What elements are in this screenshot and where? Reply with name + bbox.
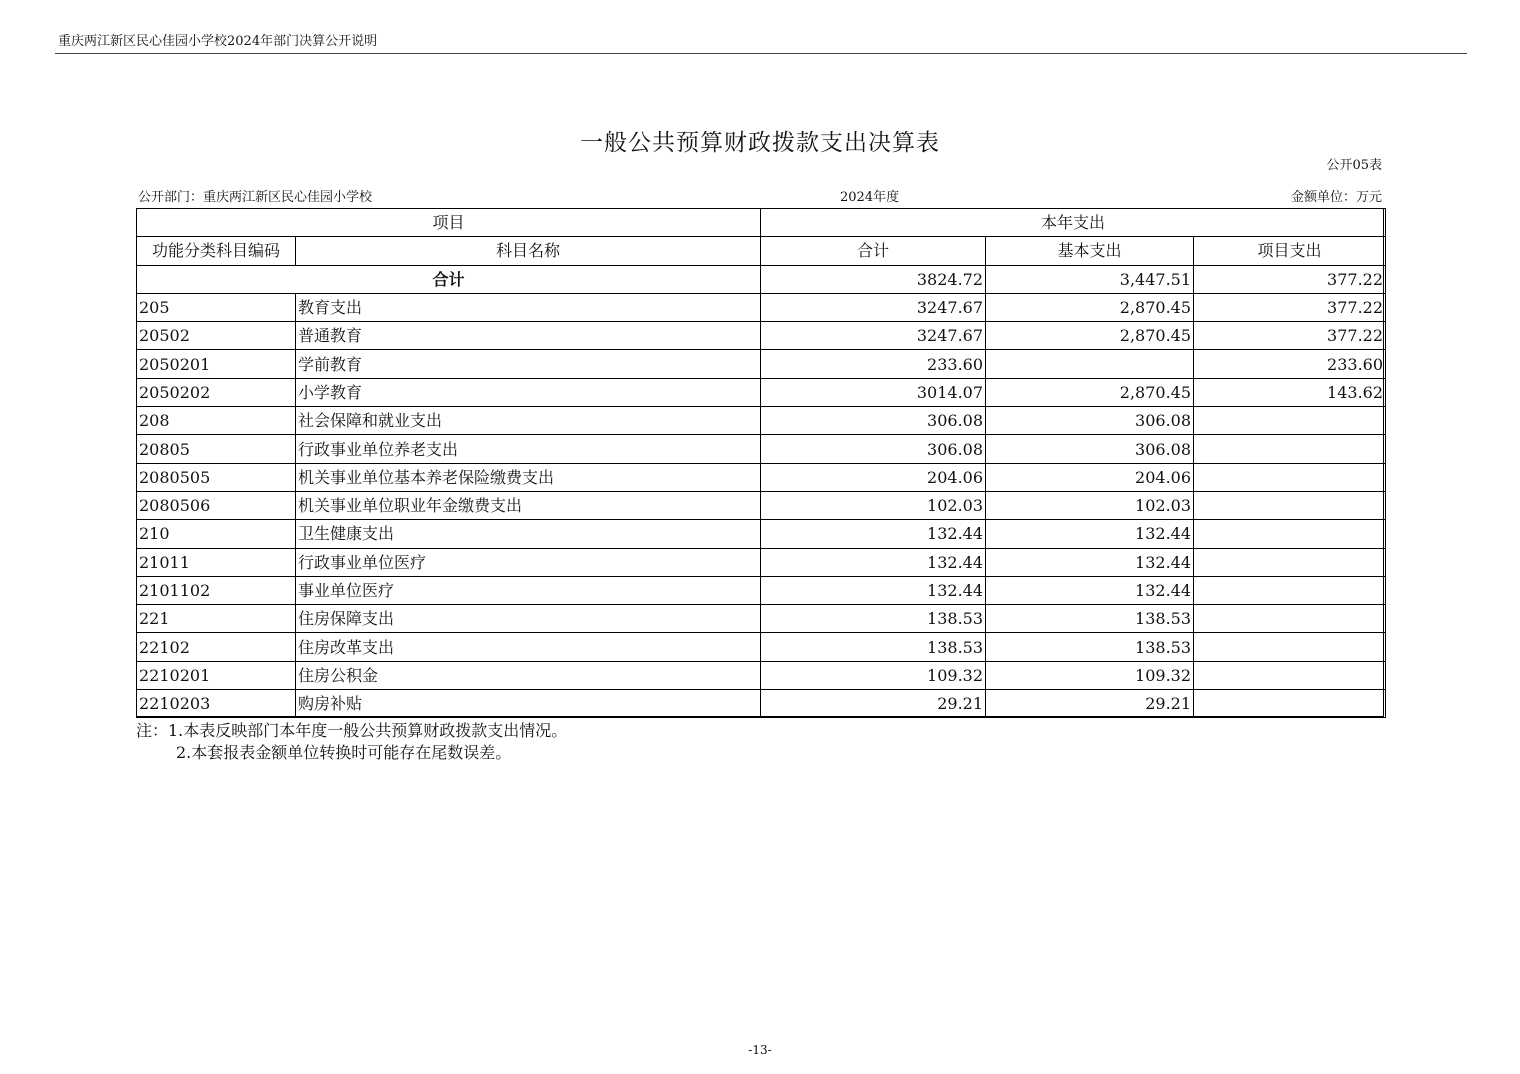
row-code: 2210203 [137,690,296,718]
total-total: 3824.72 [761,265,986,293]
header-project: 项目支出 [1194,237,1386,265]
row-name: 机关事业单位职业年金缴费支出 [296,491,761,519]
row-name: 事业单位医疗 [296,576,761,604]
row-code: 2101102 [137,576,296,604]
row-project [1194,633,1386,661]
table-row [137,322,1386,350]
row-total: 306.08 [761,407,986,435]
row-code: 20502 [137,322,296,350]
row-basic: 2,870.45 [986,378,1194,406]
row-name: 住房公积金 [296,661,761,689]
header-rule [55,53,1467,54]
row-basic [986,350,1194,378]
row-total: 3014.07 [761,378,986,406]
row-basic: 2,870.45 [986,293,1194,321]
row-name: 学前教育 [296,350,761,378]
row-basic: 306.08 [986,435,1194,463]
table-row [137,633,1386,661]
header-items: 项目 [137,209,761,237]
row-code: 2210201 [137,661,296,689]
row-basic: 109.32 [986,661,1194,689]
page-title: 一般公共预算财政拨款支出决算表 [580,130,940,156]
row-project [1194,605,1386,633]
row-basic: 29.21 [986,690,1194,718]
row-code: 221 [137,605,296,633]
total-basic: 3,447.51 [986,265,1194,293]
row-code: 208 [137,407,296,435]
row-basic: 132.44 [986,520,1194,548]
row-name: 住房保障支出 [296,605,761,633]
row-project [1194,491,1386,519]
table-row [137,661,1386,689]
table-row [137,378,1386,406]
header-total: 合计 [761,237,986,265]
header-row-group [137,209,1386,237]
row-total: 204.06 [761,463,986,491]
row-code: 2080506 [137,491,296,519]
row-total: 233.60 [761,350,986,378]
table-row [137,520,1386,548]
row-total: 132.44 [761,520,986,548]
row-name: 教育支出 [296,293,761,321]
row-code: 2080505 [137,463,296,491]
expense-table-body [137,209,1386,718]
header-code: 功能分类科目编码 [137,237,296,265]
row-basic: 102.03 [986,491,1194,519]
expense-table [136,208,1386,718]
row-project: 143.62 [1194,378,1386,406]
row-basic: 204.06 [986,463,1194,491]
row-code: 205 [137,293,296,321]
fiscal-year-label: 2024年度 [840,190,900,205]
row-total: 138.53 [761,605,986,633]
header-name: 科目名称 [296,237,761,265]
row-name: 购房补贴 [296,690,761,718]
row-project [1194,576,1386,604]
table-row [137,407,1386,435]
row-name: 行政事业单位养老支出 [296,435,761,463]
row-total: 102.03 [761,491,986,519]
department-label: 公开部门：重庆两江新区民心佳园小学校 [138,190,373,205]
row-total: 138.53 [761,633,986,661]
header-current-year-expense: 本年支出 [761,209,1386,237]
row-name: 小学教育 [296,378,761,406]
row-name: 社会保障和就业支出 [296,407,761,435]
row-code: 21011 [137,548,296,576]
total-project: 377.22 [1194,265,1386,293]
page-number: -13- [748,1043,772,1057]
table-row [137,435,1386,463]
row-project: 377.22 [1194,293,1386,321]
row-code: 22102 [137,633,296,661]
row-project: 233.60 [1194,350,1386,378]
row-total: 29.21 [761,690,986,718]
running-title: 重庆两江新区民心佳园小学校2024年部门决算公开说明 [58,34,378,49]
row-basic: 138.53 [986,633,1194,661]
row-name: 卫生健康支出 [296,520,761,548]
note-1: 注：1.本表反映部门本年度一般公共预算财政拨款支出情况。 [136,721,568,740]
row-basic: 2,870.45 [986,322,1194,350]
note-2: 2.本套报表金额单位转换时可能存在尾数误差。 [176,743,512,762]
row-basic: 132.44 [986,548,1194,576]
table-row [137,605,1386,633]
amount-unit-label: 金额单位：万元 [1290,190,1382,205]
row-name: 机关事业单位基本养老保险缴费支出 [296,463,761,491]
row-project [1194,661,1386,689]
row-project [1194,548,1386,576]
notes [136,720,567,764]
row-basic: 132.44 [986,576,1194,604]
form-number: 公开05表 [1326,158,1382,173]
table-row [137,350,1386,378]
row-name: 普通教育 [296,322,761,350]
row-code: 20805 [137,435,296,463]
row-project [1194,520,1386,548]
table-row [137,548,1386,576]
row-total: 132.44 [761,548,986,576]
row-code: 2050201 [137,350,296,378]
table-row [137,293,1386,321]
table-row [137,491,1386,519]
row-total: 3247.67 [761,293,986,321]
row-basic: 138.53 [986,605,1194,633]
table-row [137,576,1386,604]
row-code: 210 [137,520,296,548]
header-row-columns [137,237,1386,265]
row-project [1194,435,1386,463]
row-project [1194,407,1386,435]
row-total: 132.44 [761,576,986,604]
row-basic: 306.08 [986,407,1194,435]
total-label: 合计 [137,265,761,293]
row-total: 109.32 [761,661,986,689]
row-project [1194,690,1386,718]
row-total: 3247.67 [761,322,986,350]
row-total: 306.08 [761,435,986,463]
total-row [137,265,1386,293]
table-row [137,690,1386,718]
table-row [137,463,1386,491]
row-name: 住房改革支出 [296,633,761,661]
row-code: 2050202 [137,378,296,406]
row-project: 377.22 [1194,322,1386,350]
header-basic: 基本支出 [986,237,1194,265]
row-name: 行政事业单位医疗 [296,548,761,576]
row-project [1194,463,1386,491]
